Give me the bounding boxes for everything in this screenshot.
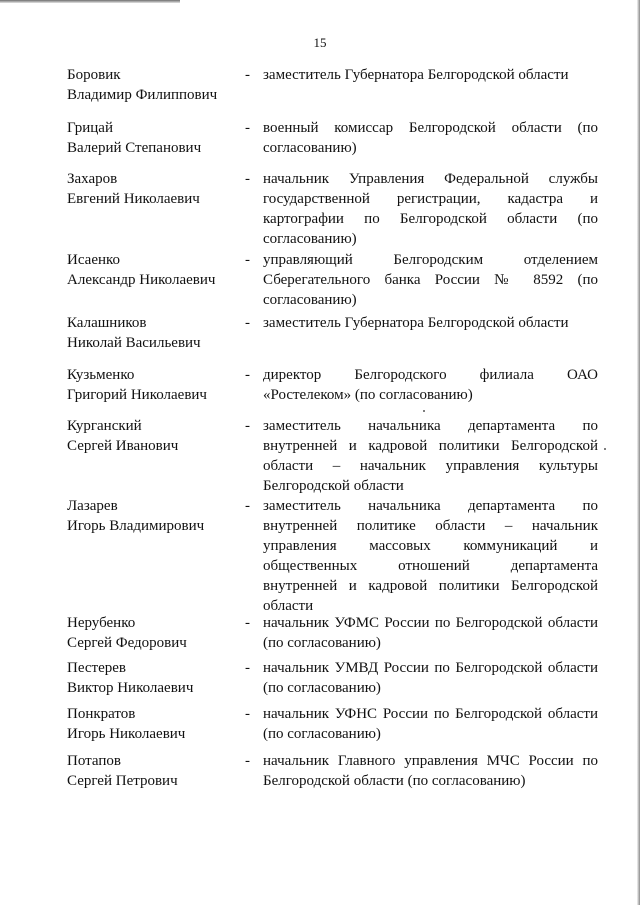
dash-separator: - (245, 252, 250, 268)
dash-separator: - (245, 67, 250, 83)
dash-separator: - (245, 753, 250, 769)
dash-separator: - (245, 171, 250, 187)
member-given-names: Сергей Иванович (67, 438, 179, 454)
member-name (67, 416, 242, 456)
member-position: заместитель Губернатора Белгородской области (263, 67, 569, 83)
dash-separator: - (245, 418, 250, 434)
scan-speck (604, 448, 606, 450)
member-name (67, 250, 242, 290)
scan-speck (423, 410, 425, 412)
dash-separator: - (245, 498, 250, 514)
member-surname: Нерубенко (67, 615, 136, 631)
member-name (67, 365, 242, 405)
member-position: управляющий Белгородским отделением Сберегательного банка России № 8592 (по согласованию) (263, 252, 598, 308)
member-position: начальник УМВД России по Белгородской области (по согласованию) (263, 660, 598, 696)
member-surname: Грицай (67, 120, 113, 136)
member-surname: Понкратов (67, 706, 136, 722)
member-name (67, 65, 242, 105)
member-name (67, 118, 242, 158)
member-name (67, 658, 242, 698)
member-given-names: Николай Васильевич (67, 335, 201, 351)
member-name (67, 313, 242, 353)
member-surname: Лазарев (67, 498, 118, 514)
dash-separator: - (245, 615, 250, 631)
dash-separator: - (245, 660, 250, 676)
member-name (67, 751, 242, 791)
member-surname: Калашников (67, 315, 147, 331)
member-position: заместитель начальника департамента по внутренней и кадровой политики Белгородской области – начальник управления культуры Белгородской области (263, 418, 598, 494)
member-name (67, 704, 242, 744)
member-position: начальник УФМС России по Белгородской области (по согласованию) (263, 615, 598, 651)
member-given-names: Игорь Владимирович (67, 518, 205, 534)
dash-separator: - (245, 315, 250, 331)
member-position: заместитель начальника департамента по внутренней политике области – начальник управления массовых коммуникаций и общественных отношений департамента внутренней и кадровой политики Белгородской области (263, 498, 598, 614)
member-given-names: Александр Николаевич (67, 272, 216, 288)
member-position: начальник УФНС России по Белгородской области (по согласованию) (263, 706, 598, 742)
member-name (67, 613, 242, 653)
member-given-names: Сергей Петрович (67, 773, 178, 789)
dash-separator: - (245, 120, 250, 136)
dash-separator: - (245, 367, 250, 383)
member-surname: Пестерев (67, 660, 126, 676)
member-surname: Исаенко (67, 252, 121, 268)
member-name (67, 496, 242, 536)
member-position: директор Белгородского филиала ОАО «Ростелеком» (по согласованию) (263, 367, 598, 403)
dash-separator: - (245, 706, 250, 722)
member-given-names: Евгений Николаевич (67, 191, 200, 207)
member-surname: Кузьменко (67, 367, 135, 383)
member-given-names: Игорь Николаевич (67, 726, 186, 742)
member-surname: Боровик (67, 67, 121, 83)
member-surname: Потапов (67, 753, 121, 769)
member-position: военный комиссар Белгородской области (по согласованию) (263, 120, 598, 156)
member-given-names: Валерий Степанович (67, 140, 202, 156)
member-surname: Захаров (67, 171, 118, 187)
member-name (67, 169, 242, 209)
member-given-names: Виктор Николаевич (67, 680, 194, 696)
member-given-names: Сергей Федорович (67, 635, 187, 651)
member-given-names: Григорий Николаевич (67, 387, 207, 403)
page-number: 15 (313, 35, 327, 50)
member-position: начальник Главного управления МЧС России по Белгородской области (по согласованию) (263, 753, 598, 789)
member-position: начальник Управления Федеральной службы государственной регистрации, кадастра и картографии по Белгородской области (по согласованию) (263, 171, 598, 247)
member-given-names: Владимир Филиппович (67, 87, 218, 103)
member-position: заместитель Губернатора Белгородской области (263, 315, 569, 331)
member-surname: Курганский (67, 418, 142, 434)
